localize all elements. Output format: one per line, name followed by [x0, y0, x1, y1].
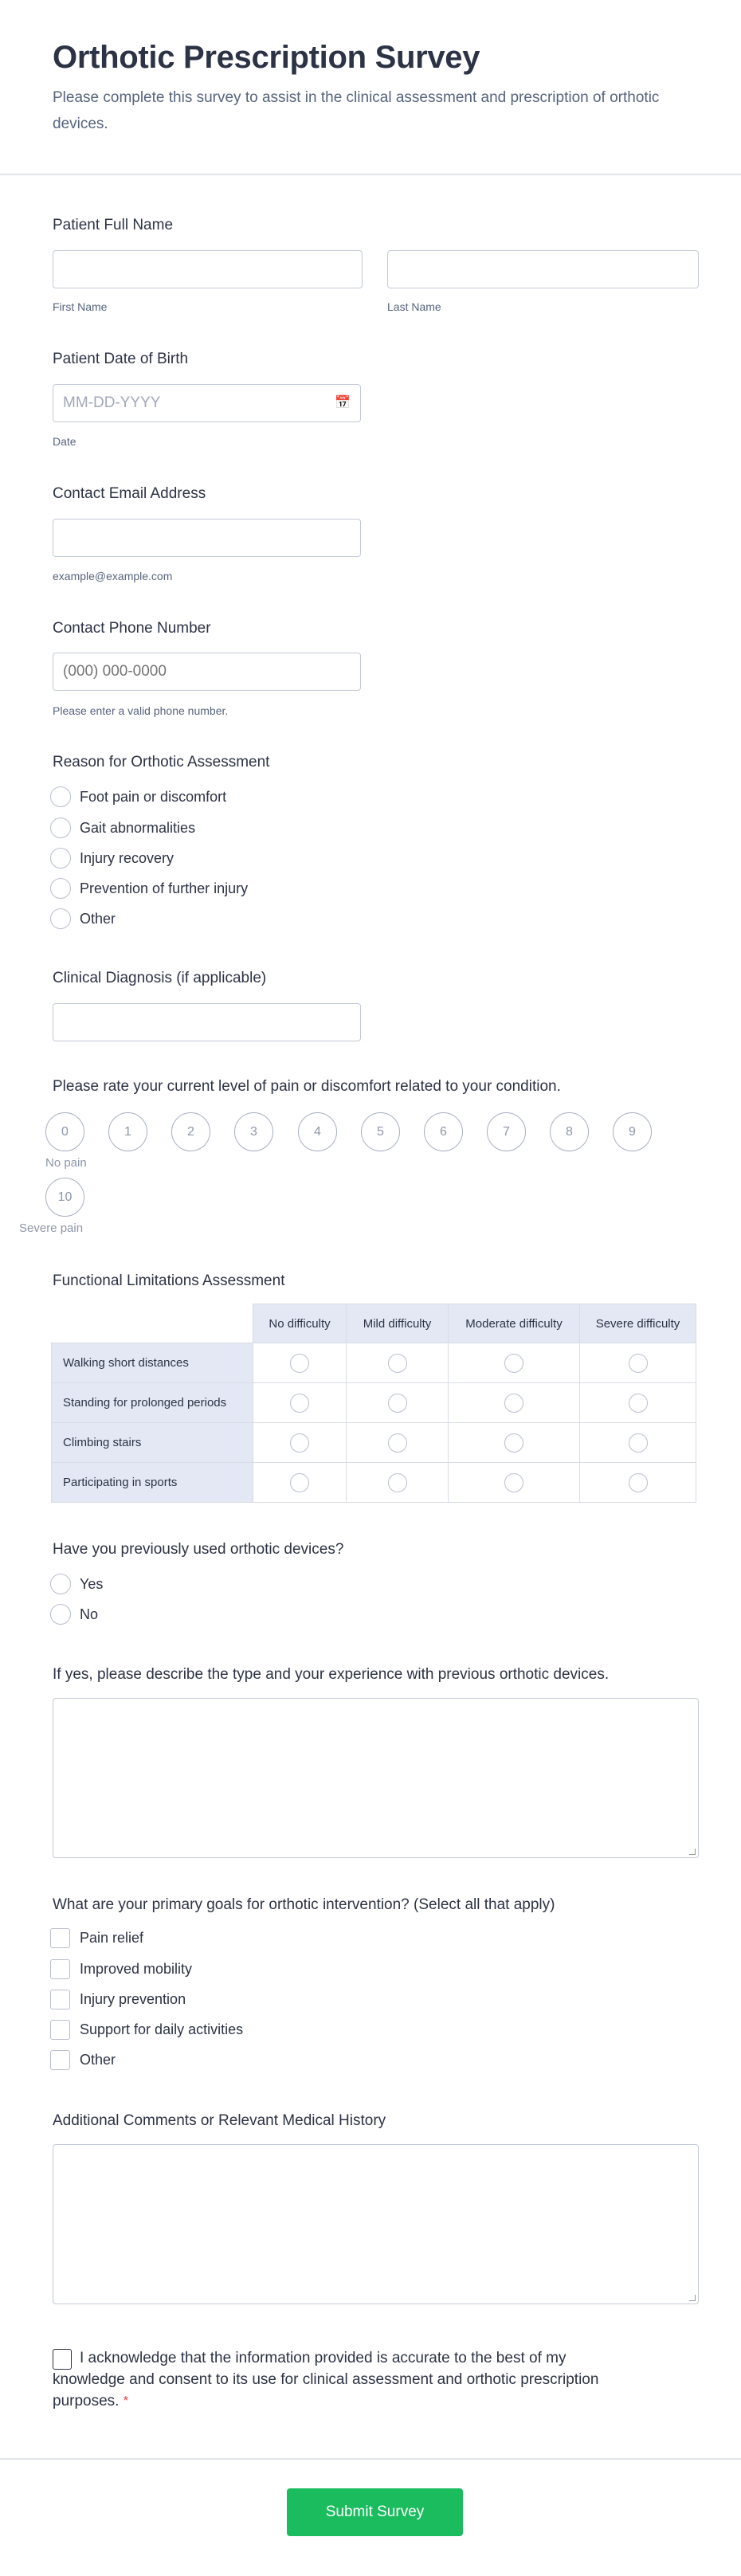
reason-option[interactable] [50, 817, 195, 838]
radio[interactable] [50, 1574, 71, 1594]
goal-option[interactable] [50, 1990, 186, 2009]
phone-sublabel: Please enter a valid phone number. [53, 704, 229, 717]
rating-min-label: No pain [45, 1156, 87, 1170]
radio[interactable] [50, 817, 71, 838]
last-name-input[interactable] [387, 250, 699, 288]
matrix-corner [52, 1304, 253, 1343]
reason-option[interactable] [50, 878, 248, 899]
goal-option[interactable] [50, 1928, 143, 1948]
page-subtitle: Please complete this survey to assist in the clinical assessment and prescription of orthotic devices. [53, 89, 660, 132]
matrix-label: Functional Limitations Assessment [53, 1272, 285, 1289]
submit-button[interactable]: Submit Survey [287, 2488, 463, 2536]
calendar-icon[interactable]: 📅 [335, 396, 351, 410]
option-label: Yes [80, 1575, 104, 1592]
row-label: Climbing stairs [52, 1423, 253, 1463]
functional-matrix [51, 1304, 696, 1503]
row-label: Participating in sports [52, 1463, 253, 1503]
dob-sublabel: Date [53, 435, 76, 448]
experience-label: If yes, please describe the type and your experience with previous orthotic devices. [53, 1666, 610, 1683]
email-input[interactable] [53, 519, 361, 557]
option-label: Gait abnormalities [80, 819, 196, 836]
checkbox[interactable] [50, 1959, 70, 1979]
radio[interactable] [50, 1604, 71, 1625]
required-asterisk: * [123, 2394, 128, 2408]
option-label: Improved mobility [80, 1961, 193, 1977]
matrix-radio[interactable] [290, 1473, 309, 1492]
matrix-radio[interactable] [629, 1354, 648, 1373]
phone-input[interactable] [53, 653, 361, 691]
rating-10[interactable]: 10 [45, 1178, 84, 1217]
header-divider [0, 174, 741, 175]
email-label: Contact Email Address [53, 485, 206, 502]
rating-6[interactable]: 6 [424, 1112, 463, 1151]
pain-label: Please rate your current level of pain or discomfort related to your condition. [53, 1078, 561, 1095]
radio[interactable] [50, 786, 71, 807]
goal-option[interactable] [50, 1959, 192, 1979]
goals-label: What are your primary goals for orthotic intervention? (Select all that apply) [53, 1896, 555, 1913]
checkbox[interactable] [50, 1928, 70, 1948]
dob-placeholder: MM-DD-YYYY [63, 394, 161, 411]
reason-option[interactable] [50, 848, 174, 868]
matrix-radio[interactable] [629, 1433, 648, 1453]
reason-label: Reason for Orthotic Assessment [53, 754, 270, 770]
rating-5[interactable]: 5 [361, 1112, 400, 1151]
option-label: Other [80, 2052, 116, 2068]
consent-text: I acknowledge that the information provided is accurate to the best of my knowledge and consent to its use for clinical assessment and orthotic prescription purposes. [53, 2350, 599, 2409]
column-header: Moderate difficulty [449, 1304, 580, 1343]
goal-option[interactable] [50, 2020, 243, 2040]
matrix-radio[interactable] [290, 1433, 309, 1453]
table-row [52, 1423, 696, 1463]
option-label: Pain relief [80, 1930, 144, 1946]
comments-textarea[interactable] [53, 2144, 699, 2304]
rating-4[interactable]: 4 [298, 1112, 337, 1151]
rating-0[interactable]: 0 [45, 1112, 84, 1151]
matrix-radio[interactable] [290, 1394, 309, 1413]
first-name-sublabel: First Name [53, 300, 108, 313]
column-header: Mild difficulty [347, 1304, 449, 1343]
matrix-radio[interactable] [629, 1473, 648, 1492]
rating-max-label: Severe pain [19, 1221, 84, 1235]
rating-7[interactable]: 7 [487, 1112, 526, 1151]
checkbox[interactable] [50, 2050, 70, 2070]
rating-3[interactable]: 3 [234, 1112, 273, 1151]
option-label: Injury recovery [80, 849, 174, 866]
checkbox[interactable] [50, 2020, 70, 2040]
matrix-radio[interactable] [388, 1354, 407, 1373]
page-title: Orthotic Prescription Survey [53, 40, 480, 75]
option-label: Support for daily activities [80, 2021, 244, 2037]
consent-checkbox[interactable] [53, 2349, 72, 2370]
matrix-radio[interactable] [388, 1473, 407, 1492]
matrix-radio[interactable] [388, 1394, 407, 1413]
dob-label: Patient Date of Birth [53, 351, 189, 367]
matrix-radio[interactable] [388, 1433, 407, 1453]
table-row [52, 1383, 696, 1423]
diagnosis-label: Clinical Diagnosis (if applicable) [53, 970, 267, 986]
rating-9[interactable]: 9 [613, 1112, 652, 1151]
reason-option[interactable] [50, 908, 116, 929]
previous-label: Have you previously used orthotic devices? [53, 1541, 344, 1558]
radio[interactable] [50, 908, 71, 929]
footer-divider [0, 2458, 741, 2460]
goal-option[interactable] [50, 2050, 116, 2070]
row-label: Walking short distances [52, 1343, 253, 1383]
rating-1[interactable]: 1 [108, 1112, 147, 1151]
previous-option-yes[interactable] [50, 1574, 103, 1594]
option-label: No [80, 1606, 99, 1622]
rating-8[interactable]: 8 [550, 1112, 589, 1151]
checkbox[interactable] [50, 1990, 70, 2009]
matrix-radio[interactable] [504, 1473, 523, 1492]
email-sublabel: example@example.com [53, 570, 173, 582]
table-row [52, 1343, 696, 1383]
last-name-sublabel: Last Name [387, 300, 441, 313]
consent-field [53, 2347, 626, 2412]
matrix-radio[interactable] [504, 1394, 523, 1413]
name-label: Patient Full Name [53, 217, 174, 233]
matrix-radio[interactable] [629, 1394, 648, 1413]
matrix-radio[interactable] [504, 1354, 523, 1373]
option-label: Injury prevention [80, 1991, 186, 2007]
first-name-input[interactable] [53, 250, 363, 288]
table-row [52, 1463, 696, 1503]
column-header: Severe difficulty [580, 1304, 696, 1343]
matrix-radio[interactable] [504, 1433, 523, 1453]
option-label: Prevention of further injury [80, 880, 249, 896]
row-label: Standing for prolonged periods [52, 1383, 253, 1423]
previous-option-no[interactable] [50, 1604, 98, 1625]
experience-textarea[interactable] [53, 1698, 699, 1858]
column-header: No difficulty [253, 1304, 347, 1343]
radio[interactable] [50, 878, 71, 899]
resize-handle-icon[interactable] [689, 1849, 696, 1855]
reason-option[interactable] [50, 786, 226, 807]
phone-label: Contact Phone Number [53, 620, 211, 637]
dob-input[interactable] [53, 384, 361, 422]
option-label: Foot pain or discomfort [80, 788, 227, 805]
rating-2[interactable]: 2 [171, 1112, 210, 1151]
diagnosis-input[interactable] [53, 1003, 361, 1041]
comments-label: Additional Comments or Relevant Medical History [53, 2112, 386, 2129]
option-label: Other [80, 910, 116, 927]
resize-handle-icon[interactable] [689, 2295, 696, 2301]
matrix-radio[interactable] [290, 1354, 309, 1373]
radio[interactable] [50, 848, 71, 868]
